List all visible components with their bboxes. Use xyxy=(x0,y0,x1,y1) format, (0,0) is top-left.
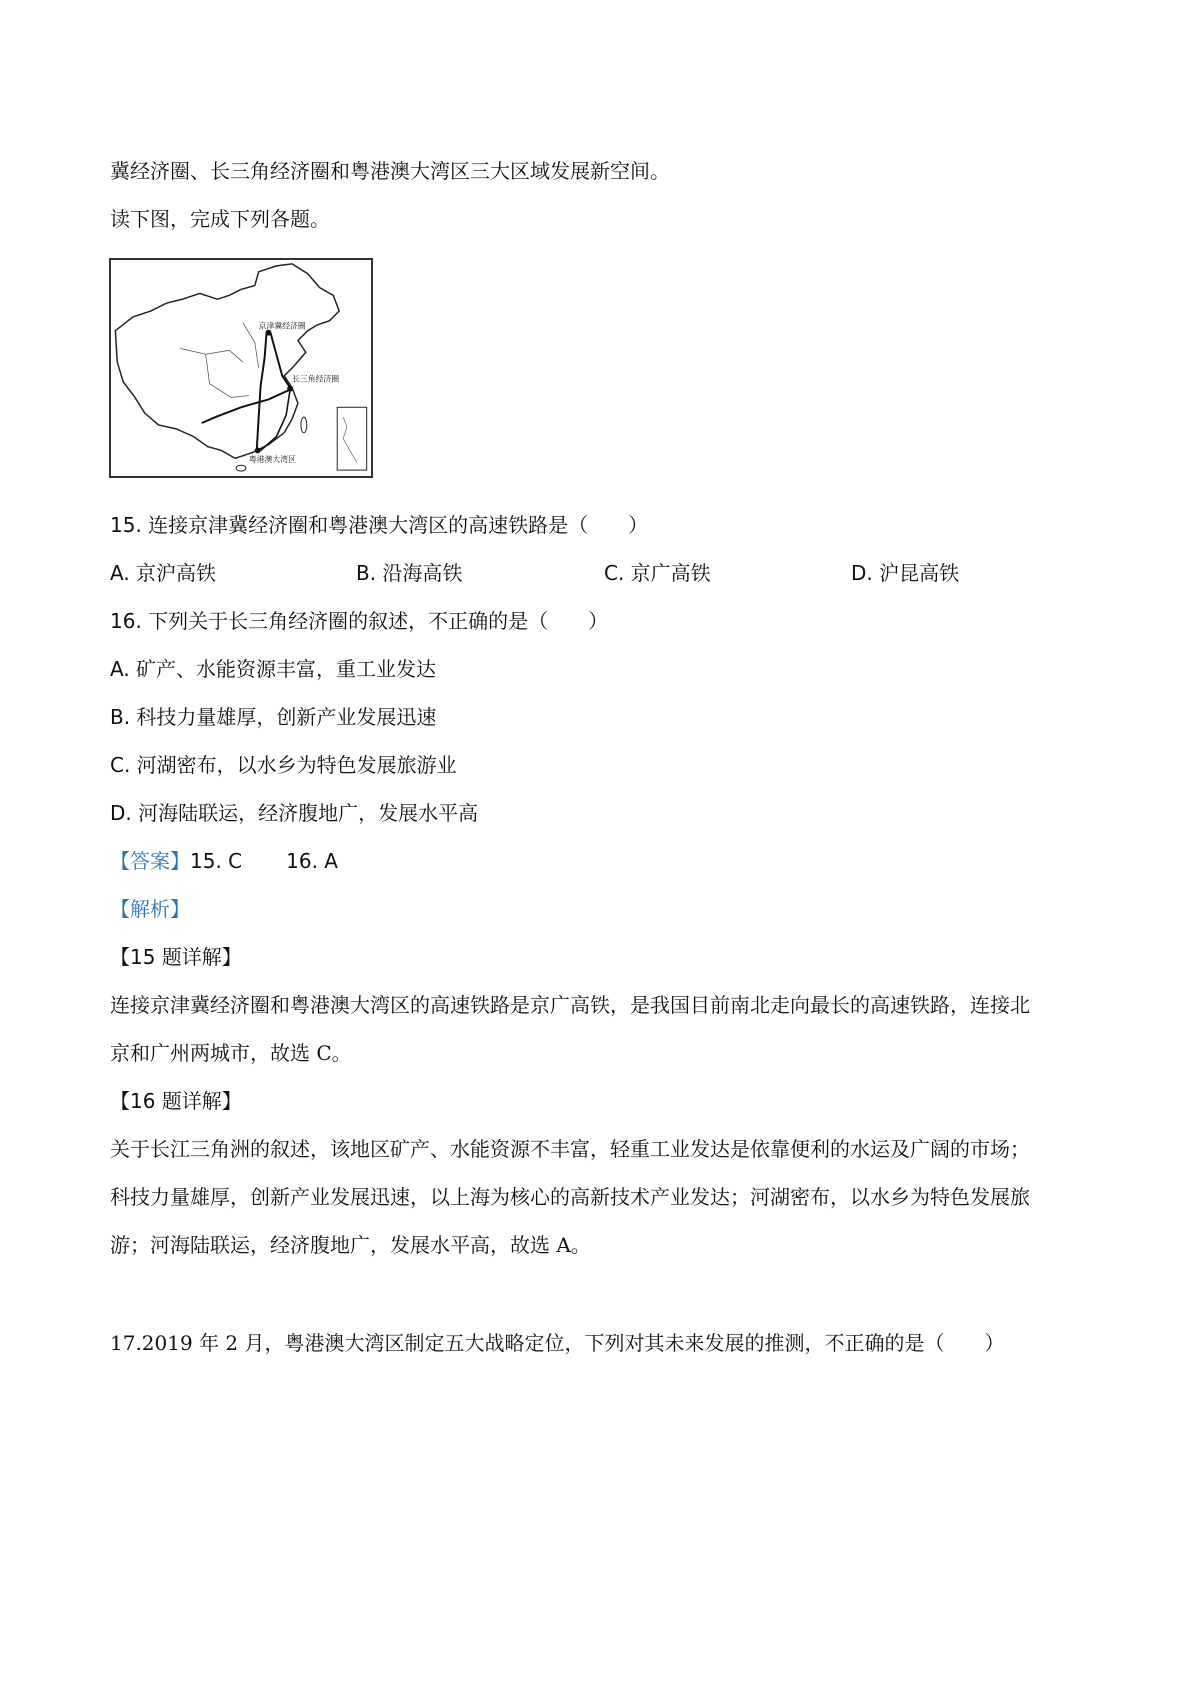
csj-hub xyxy=(287,386,293,392)
detail-15-line-1: 连接京津冀经济圈和粤港澳大湾区的高速铁路是京广高铁，是我国目前南北走向最长的高速铁路，连接北 xyxy=(110,993,1030,1017)
q16-stem: 16. 下列关于长三角经济圈的叙述，不正确的是（ ） xyxy=(110,609,609,633)
q15-option-b: B. 沿海高铁 xyxy=(356,561,463,585)
q15-option-d: D. 沪昆高铁 xyxy=(851,561,960,585)
q16-option-d: D. 河海陆联运，经济腹地广，发展水平高 xyxy=(110,801,479,825)
answer-16: 16. A xyxy=(286,849,338,873)
q15-option-c: C. 京广高铁 xyxy=(604,561,711,585)
intro-line-2: 读下图，完成下列各题。 xyxy=(110,207,330,231)
detail-16-line-2: 科技力量雄厚，创新产业发展迅速，以上海为核心的高新技术产业发达；河湖密布，以水乡为特色发展旅 xyxy=(110,1185,1030,1209)
analysis-tag: 【解析】 xyxy=(110,897,190,921)
china-map-figure xyxy=(109,258,373,478)
answer-15: 15. C xyxy=(190,849,243,873)
answer-line xyxy=(110,848,338,874)
q15-option-a: A. 京沪高铁 xyxy=(110,561,217,585)
detail-15-title: 【15 题详解】 xyxy=(110,945,242,969)
q17-stem: 17.2019 年 2 月，粤港澳大湾区制定五大战略定位，下列对其未来发展的推测，不正确的是（ ） xyxy=(110,1331,1005,1355)
detail-16-line-3: 游；河海陆联运，经济腹地广，发展水平高，故选 A。 xyxy=(110,1233,591,1257)
label-gba: 粤港澳大湾区 xyxy=(248,455,296,465)
label-csj: 长三角经济圈 xyxy=(292,374,340,384)
q15-stem: 15. 连接京津冀经济圈和粤港澳大湾区的高速铁路是（ ） xyxy=(110,513,649,537)
answer-tag: 【答案】 xyxy=(110,849,190,873)
q16-option-c: C. 河湖密布，以水乡为特色发展旅游业 xyxy=(110,753,457,777)
detail-16-line-1: 关于长江三角洲的叙述，该地区矿产、水能资源不丰富，轻重工业发达是依靠便利的水运及广阔的市场； xyxy=(110,1137,1030,1161)
q16-option-a: A. 矿产、水能资源丰富，重工业发达 xyxy=(110,657,437,681)
intro-line-1: 冀经济圈、长三角经济圈和粤港澳大湾区三大区域发展新空间。 xyxy=(110,159,670,183)
rail-beijing-guangzhou xyxy=(257,333,267,451)
detail-16-title: 【16 题详解】 xyxy=(110,1089,242,1113)
china-outline xyxy=(115,264,339,458)
detail-15-line-2: 京和广州两城市，故选 C。 xyxy=(110,1041,352,1065)
rail-shanghai-kunming xyxy=(202,390,290,423)
china-map-svg xyxy=(111,260,371,476)
q16-option-b: B. 科技力量雄厚，创新产业发展迅速 xyxy=(110,705,437,729)
label-jjj: 京津冀经济圈 xyxy=(258,321,306,331)
rail-coastal xyxy=(261,390,290,451)
gba-hub xyxy=(255,448,261,454)
